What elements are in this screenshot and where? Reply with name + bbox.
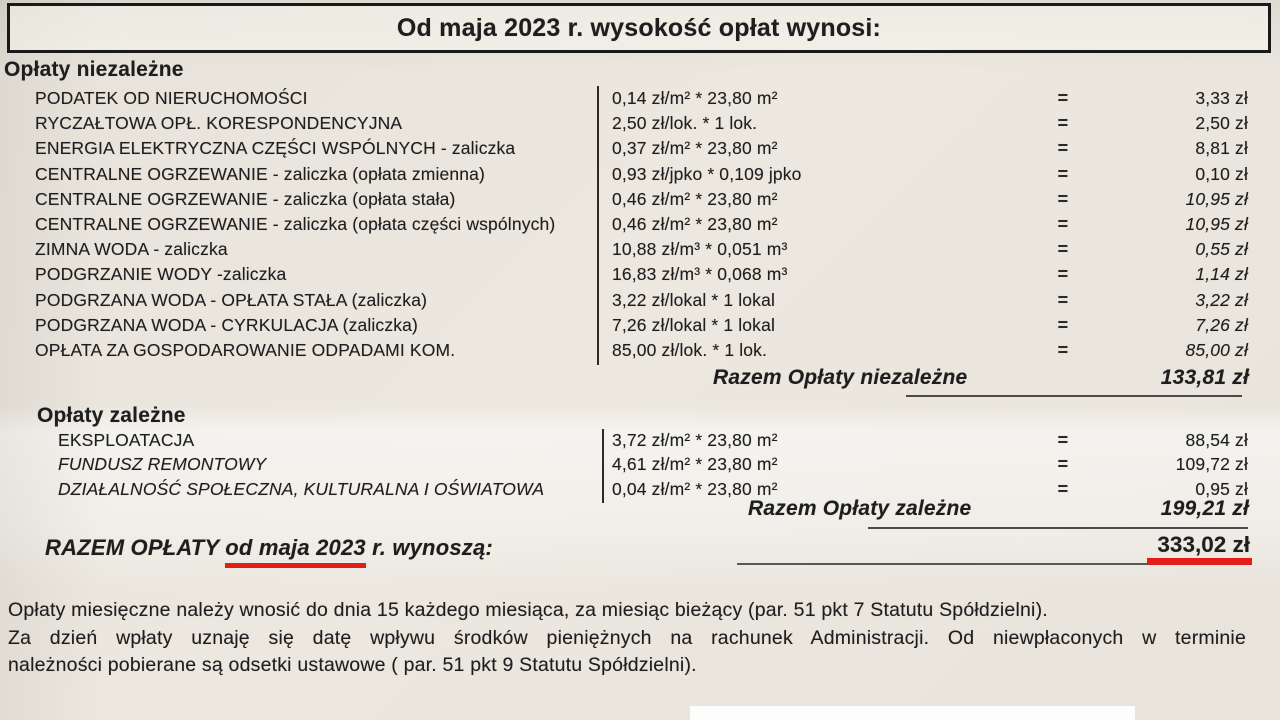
- table-row: [0, 187, 1280, 212]
- equals-sign: =: [1057, 264, 1069, 285]
- fee-label: RYCZAŁTOWA OPŁ. KORESPONDENCYJNA: [35, 113, 403, 134]
- fee-label: DZIAŁALNOŚĆ SPOŁECZNA, KULTURALNA I OŚWIATOWA: [58, 478, 545, 499]
- independent-fees-table: [0, 86, 1280, 363]
- fee-label: OPŁATA ZA GOSPODAROWANIE ODPADAMI KOM.: [35, 339, 456, 360]
- subtotal-independent-fees: [0, 366, 1280, 392]
- grand-total-period-underlined: od maja 2023: [225, 535, 366, 568]
- fee-amount: 0,55 zł: [1195, 239, 1248, 260]
- fee-amount: 85,00 zł: [1185, 339, 1248, 360]
- subtotal-dependent-fees: [0, 497, 1280, 523]
- table-row: [0, 136, 1280, 161]
- fee-amount: 88,54 zł: [1185, 429, 1248, 450]
- fee-formula: 0,93 zł/jpko * 0,109 jpko: [612, 163, 802, 184]
- table-row: [0, 453, 1280, 478]
- redaction-strip: [690, 706, 1135, 720]
- fee-label: ZIMNA WODA - zaliczka: [35, 239, 228, 260]
- fee-label: PODGRZANA WODA - OPŁATA STAŁA (zaliczka): [35, 289, 428, 310]
- subtotal-label: Razem Opłaty zależne: [748, 497, 972, 520]
- payment-terms-note: [8, 597, 1248, 680]
- grand-total-label: [45, 535, 493, 561]
- note-line: Za dzień wpłaty uznaję się datę wpływu środków pieniężnych na rachunek Administracji. Od niewpłaconych w terminie: [8, 626, 1246, 649]
- subtotal-amount: 133,81 zł: [1160, 366, 1249, 389]
- column-divider-line: [597, 86, 599, 365]
- fee-label: CENTRALNE OGRZEWANIE - zaliczka (opłata stała): [35, 188, 456, 209]
- fee-amount: 8,81 zł: [1195, 138, 1248, 159]
- equals-sign: =: [1057, 239, 1069, 260]
- grand-total-line: [737, 563, 1149, 565]
- dependent-fees-table: [0, 428, 1280, 502]
- fee-formula: 85,00 zł/lok. * 1 lok.: [612, 339, 768, 360]
- equals-sign: =: [1057, 478, 1069, 499]
- fee-label: EKSPLOATACJA: [58, 429, 195, 450]
- equals-sign: =: [1057, 289, 1069, 310]
- fee-amount: 3,22 zł: [1195, 289, 1248, 310]
- table-row: [0, 162, 1280, 187]
- fee-label: FUNDUSZ REMONTOWY: [58, 454, 267, 475]
- equals-sign: =: [1057, 188, 1069, 209]
- table-row: [0, 338, 1280, 363]
- table-row: [0, 111, 1280, 136]
- fee-formula: 0,04 zł/m² * 23,80 m²: [612, 478, 778, 499]
- fee-label: PODATEK OD NIERUCHOMOŚCI: [35, 88, 308, 109]
- equals-sign: =: [1057, 163, 1069, 184]
- fee-amount: 109,72 zł: [1175, 454, 1248, 475]
- grand-total-label-prefix: RAZEM OPŁATY: [45, 535, 219, 560]
- table-row: [0, 313, 1280, 338]
- fee-label: CENTRALNE OGRZEWANIE - zaliczka (opłata zmienna): [35, 163, 485, 184]
- equals-sign: =: [1057, 314, 1069, 335]
- fee-amount: 2,50 zł: [1195, 113, 1248, 134]
- note-line: należności pobierane są odsetki ustawowe ( par. 51 pkt 9 Statutu Spółdzielni).: [8, 654, 697, 676]
- fee-label: PODGRZANIE WODY -zaliczka: [35, 264, 287, 285]
- section-heading-independent-fees: Opłaty niezależne: [4, 58, 184, 81]
- grand-total-label-suffix: r. wynoszą:: [372, 535, 493, 560]
- fee-formula: 3,72 zł/m² * 23,80 m²: [612, 429, 778, 450]
- title-box: [7, 3, 1271, 53]
- subtotal-underline: [868, 527, 1248, 529]
- fee-formula: 16,83 zł/m³ * 0,068 m³: [612, 264, 788, 285]
- fee-amount: 7,26 zł: [1195, 314, 1248, 335]
- fee-formula: 10,88 zł/m³ * 0,051 m³: [612, 239, 788, 260]
- equals-sign: =: [1057, 454, 1069, 475]
- fee-amount: 1,14 zł: [1195, 264, 1248, 285]
- fee-label: PODGRZANA WODA - CYRKULACJA (zaliczka): [35, 314, 418, 335]
- equals-sign: =: [1057, 113, 1069, 134]
- grand-total-amount: 333,02 zł: [1157, 532, 1250, 557]
- fee-formula: 2,50 zł/lok. * 1 lok.: [612, 113, 758, 134]
- fee-formula: 0,14 zł/m² * 23,80 m²: [612, 88, 778, 109]
- table-row: [0, 237, 1280, 262]
- table-row: [0, 212, 1280, 237]
- fee-formula: 7,26 zł/lokal * 1 lokal: [612, 314, 775, 335]
- equals-sign: =: [1057, 214, 1069, 235]
- document-title: Od maja 2023 r. wysokość opłat wynosi:: [396, 13, 882, 42]
- table-row: [0, 86, 1280, 111]
- subtotal-amount: 199,21 zł: [1160, 497, 1249, 520]
- fee-amount: 0,95 zł: [1195, 478, 1248, 499]
- fee-amount: 3,33 zł: [1195, 88, 1248, 109]
- fee-formula: 0,46 zł/m² * 23,80 m²: [612, 188, 778, 209]
- equals-sign: =: [1057, 429, 1069, 450]
- table-row: [0, 428, 1280, 453]
- fee-formula: 0,46 zł/m² * 23,80 m²: [612, 214, 778, 235]
- equals-sign: =: [1057, 138, 1069, 159]
- fee-amount: 10,95 zł: [1185, 214, 1248, 235]
- fee-label: CENTRALNE OGRZEWANIE - zaliczka (opłata części wspólnych): [35, 214, 556, 235]
- grand-total-red-underline: [1147, 558, 1252, 565]
- fee-formula: 3,22 zł/lokal * 1 lokal: [612, 289, 775, 310]
- fee-label: ENERGIA ELEKTRYCZNA CZĘŚCI WSPÓLNYCH - zaliczka: [35, 138, 516, 159]
- fee-formula: 4,61 zł/m² * 23,80 m²: [612, 454, 778, 475]
- note-line: Opłaty miesięczne należy wnosić do dnia 15 każdego miesiąca, za miesiąc bieżący (par. 51 pkt 7 Statutu Spółdzielni).: [8, 599, 1048, 621]
- fee-formula: 0,37 zł/m² * 23,80 m²: [612, 138, 778, 159]
- equals-sign: =: [1057, 339, 1069, 360]
- table-row: [0, 288, 1280, 313]
- subtotal-label: Razem Opłaty niezależne: [713, 366, 968, 389]
- section-heading-dependent-fees: Opłaty zależne: [37, 404, 186, 427]
- equals-sign: =: [1057, 88, 1069, 109]
- column-divider-line: [602, 429, 604, 503]
- subtotal-underline: [906, 395, 1242, 397]
- fee-amount: 10,95 zł: [1185, 188, 1248, 209]
- table-row: [0, 262, 1280, 287]
- fee-amount: 0,10 zł: [1195, 163, 1248, 184]
